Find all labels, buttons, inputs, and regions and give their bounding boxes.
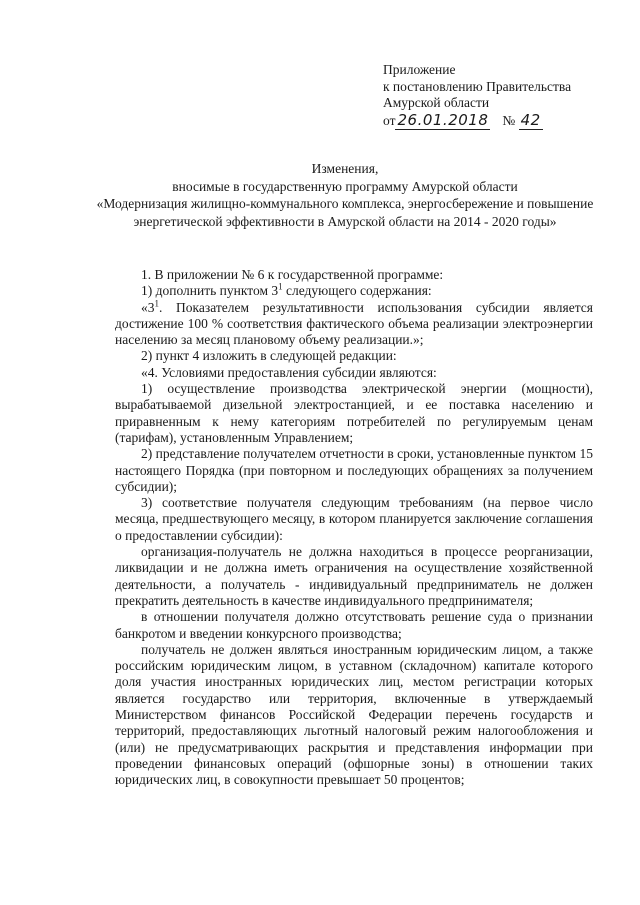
paragraph-3: «$3^1$. Показателем результативности использования субсидии является достижение 100 % соответствия фактического объема реализации электроэнергии населению за месяц плановому объему реализации.»; [115, 298, 593, 348]
title-program-name: «Модернизация жилищно-коммунального комплекса, энергосбережение и повышение энергетической эффективности в Амурской области на 2014 - 2020 годы» [96, 196, 594, 229]
paragraph-7: 2) представление получателем отчетности в сроки, установленные пунктом 15 настоящего Порядка (при повторном и последующих обращениях за получением субсидии); [115, 446, 593, 494]
paragraph-6: 1) осуществление производства электрической энергии (мощности), вырабатываемой дизельной электростанцией, и ее поставка населению и приравненным к нему категориям потребителей по регулируемым ценам (тарифам), установленным Управлением; [115, 381, 593, 445]
paragraph-4: 2) пункт 4 изложить в следующей редакции: [141, 348, 397, 364]
title-heading: Изменения, [311, 161, 379, 176]
paragraph-8: 3) соответствие получателя следующим требованиям (на первое число месяца, предшествующего месяцу, в котором планируется заключение соглашения о предоставлении субсидии): [115, 495, 593, 543]
document-body [115, 266, 593, 789]
paragraph-11: получатель не должен являться иностранным юридическим лицом, а также российским юридическим лицом, в уставном (складочном) капитале которого доля участия иностранных юридических лиц, местом регистрации которых является государство или территория, включенные в утверждаемый Министерством финансов Российской Федерации перечень государств и территорий, предоставляющих льготный налоговый режим налогообложения и (или) не предусматривающих раскрытия и представления информации при проведении финансовых операций (офшорные зоны) в отношении таких юридических лиц, в совокупности превышает 50 процентов; [115, 641, 593, 788]
appendix-title: Приложение [383, 62, 456, 77]
paragraph-1: 1. В приложении № 6 к государственной программе: [141, 267, 444, 282]
document-title [95, 160, 595, 230]
paragraph-9: организация-получатель не должна находиться в процессе реорганизации, ликвидации и не должна иметь ограничения на осуществление хозяйственной деятельности, а получатель - индивидуальный предприниматель не должен прекратить деятельность в качестве индивидуального предпринимателя; [115, 544, 593, 608]
paragraph-10: в отношении получателя должно отсутствовать решение суда о признании банкротом и введении конкурсного производства; [115, 609, 593, 641]
appendix-header [383, 62, 571, 129]
appendix-region-line: Амурской области [383, 95, 490, 110]
number-label: № [502, 112, 516, 128]
paragraph-5: «4. Условиями предоставления субсидии являются: [141, 364, 437, 380]
title-subheading: вносимые в государственную программу Амурской области [172, 178, 518, 194]
handwritten-number: 42 [520, 110, 541, 129]
paragraph-2: 1) дополнить пунктом $3^1$ следующего содержания: [141, 281, 432, 299]
handwritten-date: 26.01.2018 [397, 110, 489, 129]
date-prefix: от [383, 112, 396, 128]
appendix-date-line [383, 112, 571, 130]
appendix-resolution-line: к постановлению Правительства [383, 78, 572, 94]
